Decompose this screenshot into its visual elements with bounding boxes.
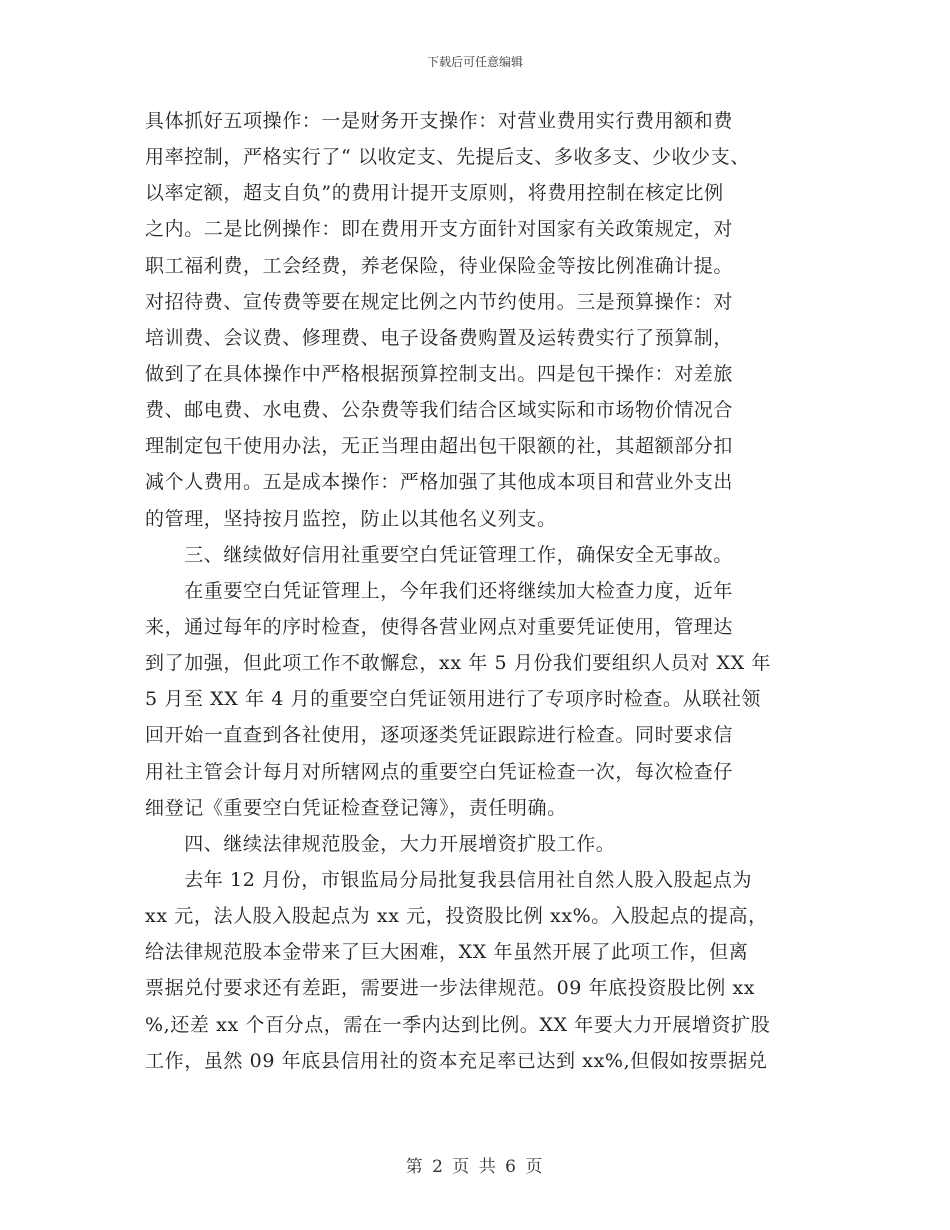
- text-line: %,还差 xx 个百分点，需在一季内达到比例。XX 年要大力开展增资扩股: [145, 1013, 771, 1036]
- document-body: [145, 103, 825, 1079]
- text-line: 对招待费、宣传费等要在规定比例之内节约使用。三是预算操作：对: [145, 290, 734, 313]
- text-line: 到了加强，但此项工作不敢懈怠，xx 年 5 月份我们要组织人员对 XX 年: [145, 652, 771, 675]
- text-line: 减个人费用。五是成本操作：严格加强了其他成本项目和营业外支出: [145, 471, 734, 494]
- text-line: 理制定包干使用办法，无正当理由超出包干限额的社，其超额部分扣: [145, 435, 734, 458]
- text-line: 以率定额，超支自负”的费用计提开支原则，将费用控制在核定比例: [145, 182, 724, 205]
- text-line: 给法律规范股本金带来了巨大困难，XX 年虽然开展了此项工作，但离: [145, 941, 749, 964]
- text-line: 之内。二是比例操作：即在费用开支方面针对国家有关政策规定，对: [145, 218, 734, 241]
- text-line: 培训费、会议费、修理费、电子设备费购置及运转费实行了预算制，: [145, 326, 734, 349]
- page-header: 下载后可任意编辑: [426, 55, 523, 69]
- section-heading: 三、继续做好信用社重要空白凭证管理工作，确保安全无事故。: [145, 543, 734, 566]
- text-line: 票据兑付要求还有差距，需要进一步法律规范。09 年底投资股比例 xx: [145, 977, 756, 1000]
- text-line: 用率控制，严格实行了“ 以收定支、先提后支、多收多支、少收少支、: [145, 146, 750, 169]
- text-line: 来，通过每年的序时检查，使得各营业网点对重要凭证使用，管理达: [145, 615, 734, 638]
- text-line: 细登记《重要空白凭证检查登记簿》，责任明确。: [145, 796, 567, 819]
- text-line: 的管理，坚持按月监控，防止以其他名义列支。: [145, 507, 557, 530]
- text-line: 具体抓好五项操作：一是财务开支操作：对营业费用实行费用额和费: [145, 110, 734, 132]
- text-line: 5 月至 XX 年 4 月的重要空白凭证领用进行了专项序时检查。从联社领: [145, 688, 762, 711]
- text-line: 用社主管会计每月对所辖网点的重要空白凭证检查一次，每次检查仔: [145, 760, 734, 783]
- text-line: 费、邮电费、水电费、公杂费等我们结合区域实际和市场物价情况合: [145, 399, 734, 422]
- page-number-footer: 第 2 页 共 6 页: [405, 1157, 545, 1177]
- text-line: 去年 12 月份，市银监局分局批复我县信用社自然人股入股起点为: [145, 868, 753, 891]
- text-line: xx 元，法人股入股起点为 xx 元，投资股比例 xx%。入股起点的提高，: [145, 905, 768, 928]
- text-line: 工作，虽然 09 年底县信用社的资本充足率已达到 xx%,但假如按票据兑: [145, 1049, 768, 1072]
- section-heading: 四、继续法律规范股金，大力开展增资扩股工作。: [145, 832, 616, 855]
- text-line: 在重要空白凭证管理上，今年我们还将继续加大检查力度，近年: [145, 579, 734, 602]
- text-line: 职工福利费，工会经费，养老保险，待业保险金等按比例准确计提。: [145, 254, 734, 277]
- text-line: 做到了在具体操作中严格根据预算控制支出。四是包干操作：对差旅: [145, 362, 734, 385]
- text-line: 回开始一直查到各社使用，逐项逐类凭证跟踪进行检查。同时要求信: [145, 724, 734, 747]
